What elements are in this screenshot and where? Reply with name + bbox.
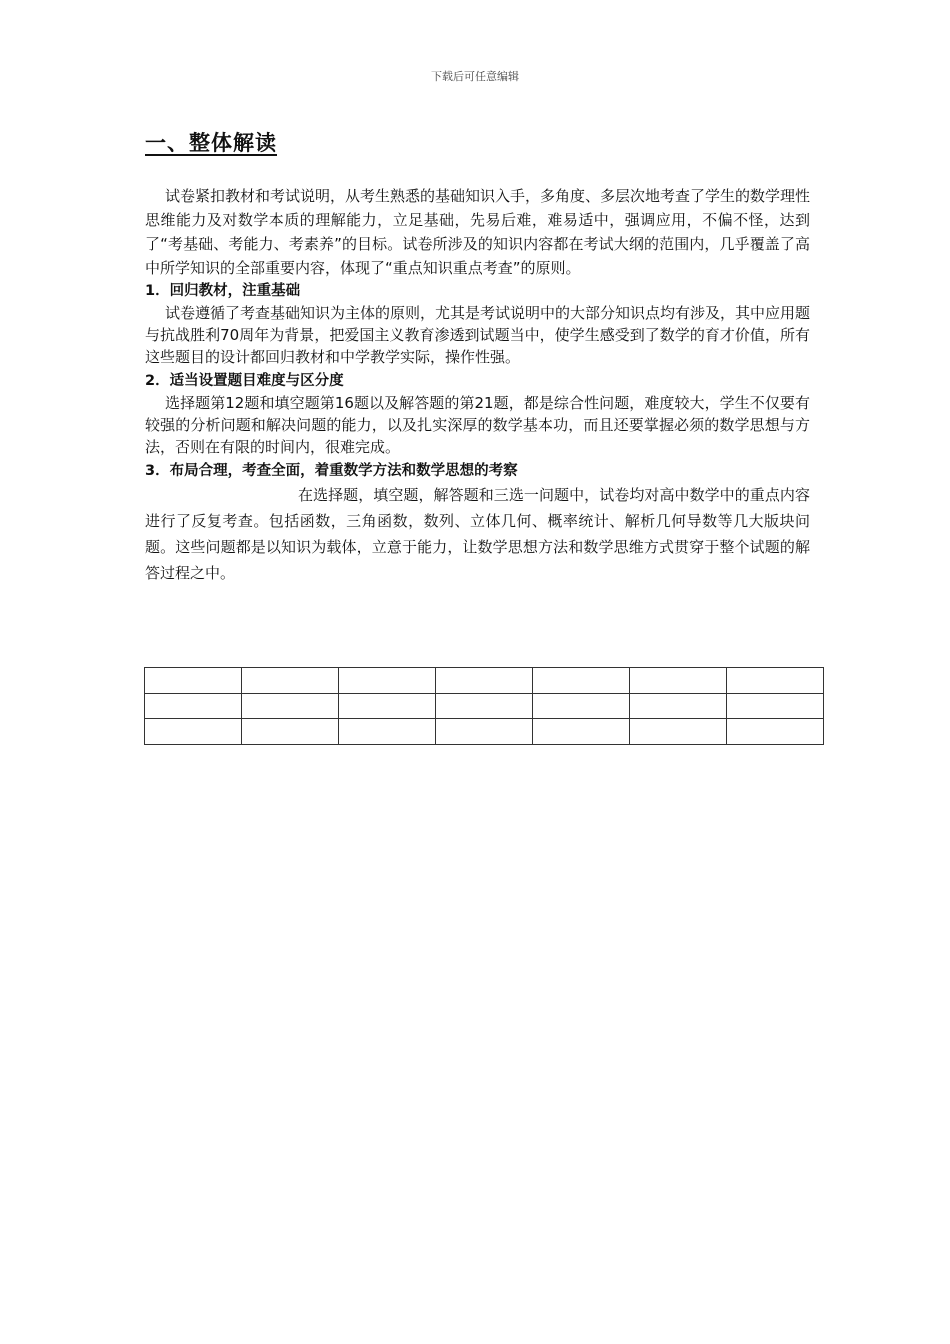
- table-cell: [533, 668, 630, 694]
- table-cell: [242, 668, 339, 694]
- table-cell: [727, 693, 824, 719]
- table-cell: [242, 719, 339, 745]
- table-cell: [339, 668, 436, 694]
- table-cell: [339, 719, 436, 745]
- section-1-title: 1．回归教材，注重基础: [145, 283, 301, 299]
- section-1-text: 试卷遵循了考查基础知识为主体的原则，尤其是考试说明中的大部分知识点均有涉及，其中应用题与抗战胜利70周年为背景，把爱国主义教育渗透到试题当中，使学生感受到了数学的育才价值，所有这些题目的设计都回归教材和中学教学实际，操作性强。: [145, 304, 811, 366]
- table-row: [145, 693, 824, 719]
- main-heading: 一、整体解读: [145, 131, 277, 155]
- header-note: 下载后可任意编辑: [431, 70, 519, 83]
- table-cell: [145, 668, 242, 694]
- table-row: [145, 668, 824, 694]
- table-cell: [339, 693, 436, 719]
- intro-paragraph: 试卷紧扣教材和考试说明，从考生熟悉的基础知识入手，多角度、多层次地考查了学生的数学理性思维能力及对数学本质的理解能力，立足基础，先易后难，难易适中，强调应用，不偏不怪，达到了“考基础、考能力、考素养”的目标。试卷所涉及的知识内容都在考试大纲的范围内，几乎覆盖了高中所学知识的全部重要内容，体现了“重点知识重点考查”的原则。: [145, 187, 811, 277]
- section-2-text: 选择题第12题和填空题第16题以及解答题的第21题，都是综合性问题，难度较大，学生不仅要有较强的分析问题和解决问题的能力，以及扎实深厚的数学基本功，而且还要掌握必须的数学思想与方法，否则在有限的时间内，很难完成。: [145, 394, 810, 456]
- table-cell: [727, 719, 824, 745]
- table-cell: [436, 693, 533, 719]
- empty-table-body: [145, 668, 824, 745]
- table-cell: [630, 693, 727, 719]
- table-cell: [145, 693, 242, 719]
- table-cell: [727, 668, 824, 694]
- table-cell: [436, 668, 533, 694]
- empty-table: [144, 667, 824, 745]
- table-cell: [145, 719, 242, 745]
- table-row: [145, 719, 824, 745]
- table-cell: [533, 693, 630, 719]
- table-cell: [630, 668, 727, 694]
- document-body: [145, 184, 810, 586]
- section-3-title: 3．布局合理，考查全面，着重数学方法和数学思想的考察: [145, 463, 518, 479]
- table-cell: [533, 719, 630, 745]
- section-3-text: 在选择题，填空题，解答题和三选一问题中，试卷均对高中数学中的重点内容进行了反复考查。包括函数，三角函数，数列、立体几何、概率统计、解析几何导数等几大版块问题。这些问题都是以知识为载体，立意于能力，让数学思想方法和数学思维方式贯穿于整个试题的解答过程之中。: [145, 486, 810, 582]
- table-cell: [436, 719, 533, 745]
- table-cell: [630, 719, 727, 745]
- section-2-title: 2．适当设置题目难度与区分度: [145, 373, 344, 389]
- table-cell: [242, 693, 339, 719]
